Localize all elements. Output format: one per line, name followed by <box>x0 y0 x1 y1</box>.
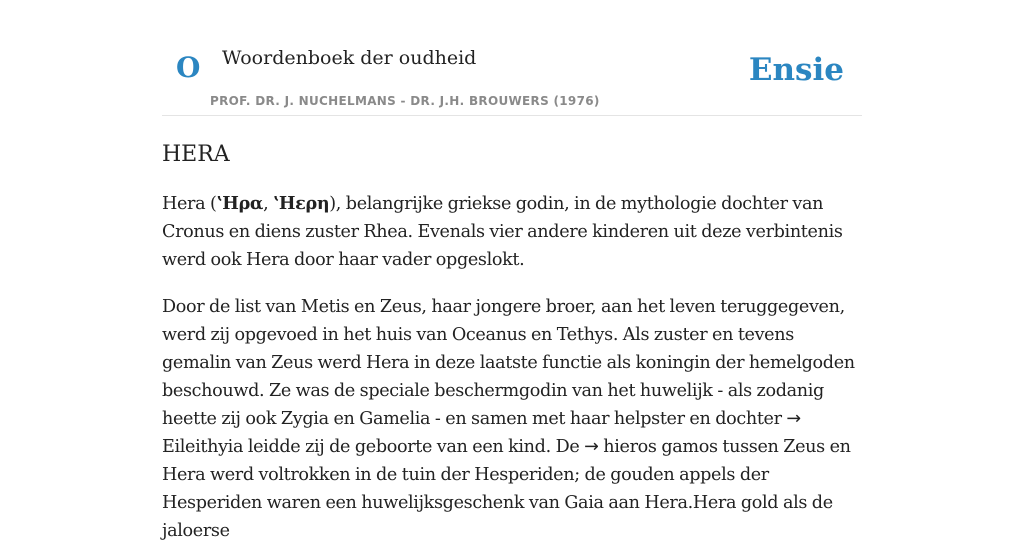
book-title-link[interactable]: Woordenboek der oudheid <box>222 47 477 69</box>
link-eileithyia-label: Eileithyia <box>162 437 244 457</box>
paragraph-1-text-c: ), belangrijke griekse godin, in de mythologie dochter van Cronus en diens zuster Rhea. Evenals vier andere kinderen uit deze verbintenis werd ook Hera door haar vader opgeslokt. <box>162 194 843 270</box>
arrow-right-icon: → <box>584 437 599 457</box>
paragraph-2-text-c: tussen Zeus en Hera werd voltrokken in de tuin der Hesperiden; de gouden appels der Hesperiden waren een huwelijksgeschenk van Gaia aan Hera.Hera gold als de jaloerse <box>162 437 851 541</box>
site-header <box>162 0 862 116</box>
paragraph-2 <box>162 293 862 545</box>
ensie-logo[interactable]: Ensie <box>748 52 844 88</box>
entry-title: HERA <box>162 142 230 167</box>
paragraph-2-text-b: leidde zij de geboorte van een kind. De <box>243 437 585 457</box>
book-logo-letter[interactable]: O <box>176 51 201 84</box>
article <box>162 140 862 545</box>
paragraph-1-text-a: Hera ( <box>162 194 217 214</box>
greek-name-1: ʽΗρα <box>216 193 264 214</box>
paragraph-1-text-b: , <box>263 194 274 214</box>
link-hieros-gamos-label: hieros gamos <box>598 437 718 457</box>
arrow-right-icon: → <box>786 409 801 429</box>
book-authors: PROF. DR. J. NUCHELMANS - DR. J.H. BROUWERS (1976) <box>210 94 600 108</box>
greek-name-2: ʽΗερη <box>273 193 330 214</box>
paragraph-1 <box>162 190 862 274</box>
paragraph-2-text-a: Door de list van Metis en Zeus, haar jongere broer, aan het leven teruggegeven, werd zij opgevoed in het huis van Oceanus en Tethys. Als zuster en tevens gemalin van Zeus werd Hera in deze laatste functie als koningin der hemelgoden beschouwd. Ze was de speciale beschermgodin van het huwelijk - als zodanig heette zij ook Zygia en Gamelia - en samen met haar helpster en dochter <box>162 297 855 429</box>
link-hieros-gamos[interactable] <box>584 437 718 457</box>
